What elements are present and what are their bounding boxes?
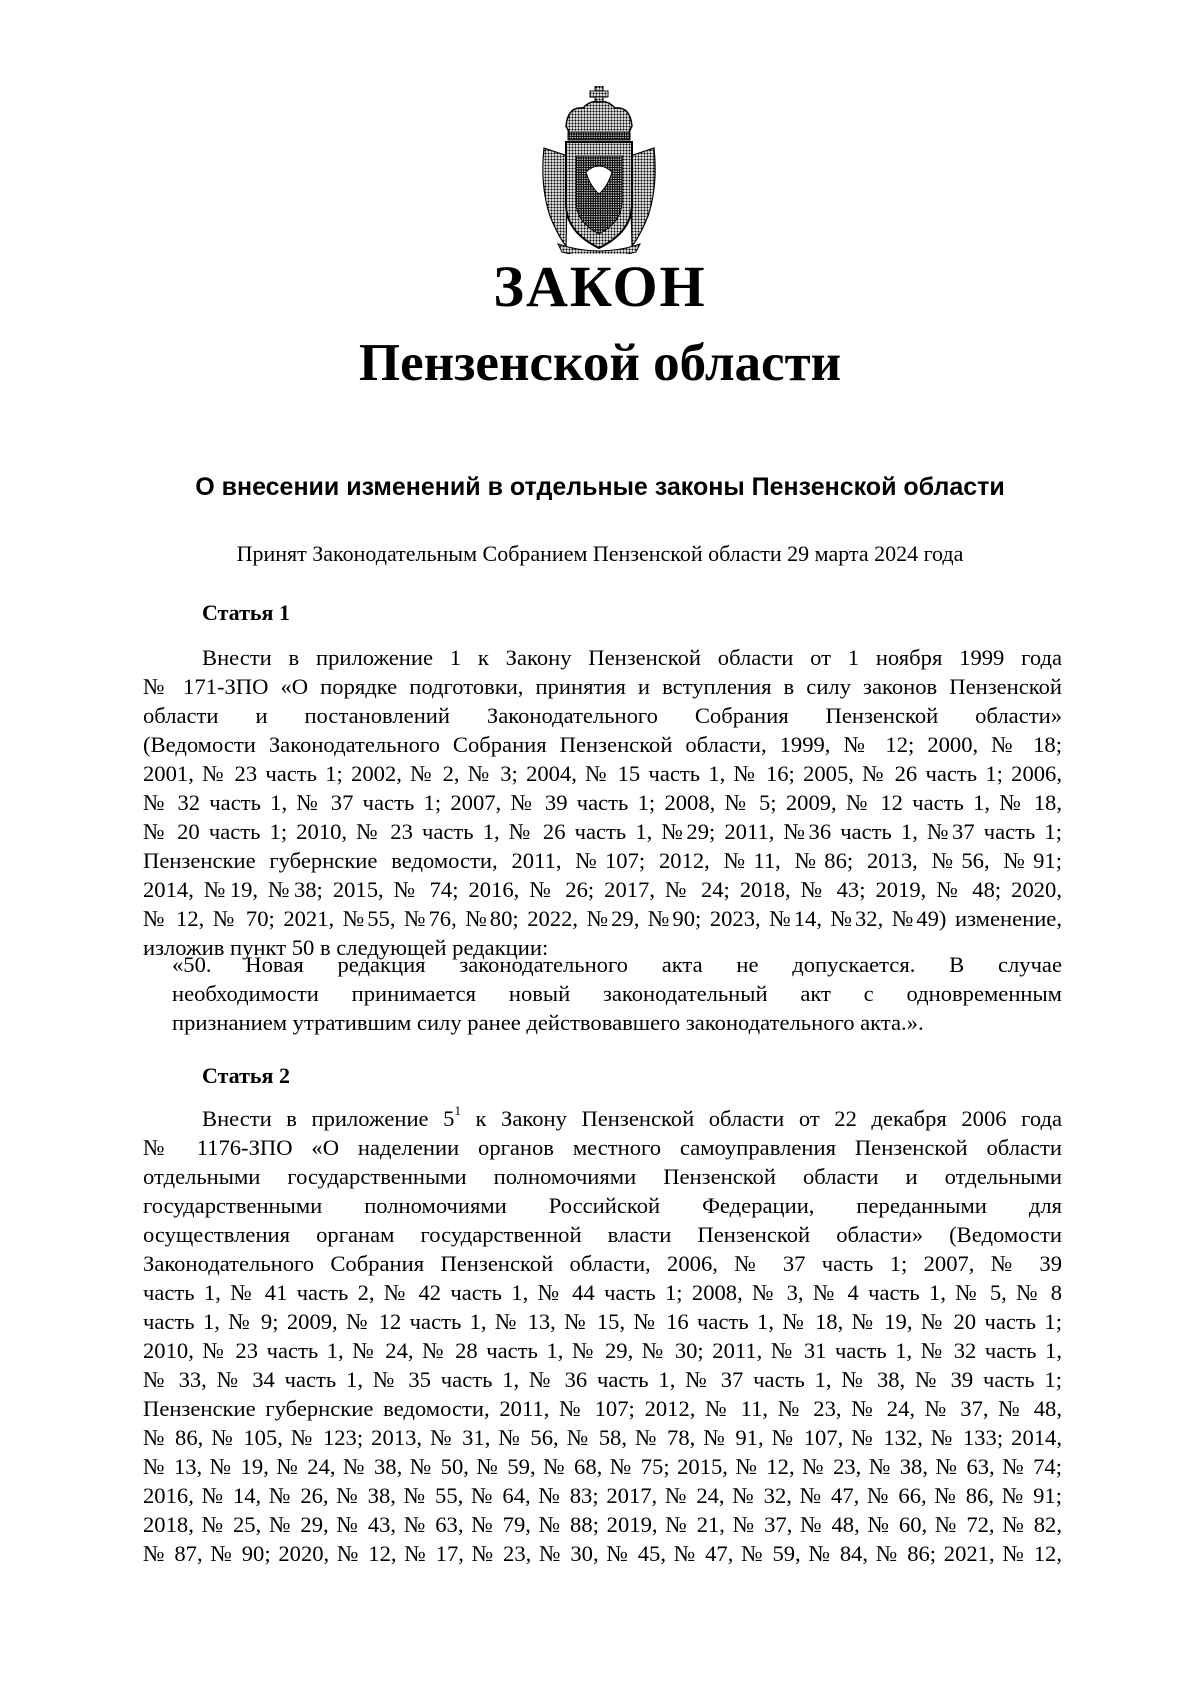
article-2-title: Статья 2	[202, 1063, 290, 1088]
article-1-line: № 171-ЗПО «О порядке подготовки, принятия и вступления в силу законов Пензенской	[143, 674, 1062, 699]
article-1-line: изложив пункт 50 в следующей редакции:	[143, 935, 549, 960]
article-2-line: часть 1, № 41 часть 2, № 42 часть 1, № 44 часть 1; 2008, № 3, № 4 часть 1, № 5, № 8	[143, 1280, 1062, 1305]
article-2-body	[143, 1104, 1062, 1568]
law-region: Пензенской области	[358, 334, 842, 392]
article-1-line: № 20 часть 1; 2010, № 23 часть 1, № 26 часть 1, №29; 2011, №36 часть 1, №37 часть 1;	[143, 819, 1062, 844]
law-title: ЗАКОН	[493, 254, 707, 319]
quote-line: «50. Новая редакция законодательного акта не допускается. В случае	[172, 952, 1062, 977]
article-1-title: Статья 1	[202, 600, 290, 625]
article-1-line: (Ведомости Законодательного Собрания Пензенской области, 1999, № 12; 2000, № 18;	[143, 732, 1062, 757]
article-1-line: Внести в приложение 1 к Закону Пензенской области от 1 ноября 1999 года	[202, 645, 1062, 670]
coat-of-arms-emblem	[538, 86, 660, 254]
article-1-line: Пензенские губернские ведомости, 2011, №107; 2012, №11, №86; 2013, №56, №91;	[143, 848, 1062, 873]
article-2-line: 2010, № 23 часть 1, № 24, № 28 часть 1, № 29, № 30; 2011, № 31 часть 1, № 32 часть 1,	[143, 1338, 1062, 1363]
article-1-line: области и постановлений Законодательного Собрания Пензенской области»	[143, 703, 1062, 728]
article-2-first-line-after: к Закону Пензенской области от 22 декабря 2006 года	[460, 1106, 1062, 1131]
article-2-line: отдельными государственными полномочиями Пензенской области и отдельными	[143, 1164, 1062, 1189]
article-2-line: 2018, № 25, № 29, № 43, № 63, № 79, № 88; 2019, № 21, № 37, № 48, № 60, № 72, № 82,	[143, 1512, 1062, 1537]
document-heading: О внесении изменений в отдельные законы Пензенской области	[195, 473, 1005, 501]
article-1-body	[143, 643, 1062, 962]
article-1-line: № 12, № 70; 2021, №55, №76, №80; 2022, №29, №90; 2023, №14, №32, №49) изменение,	[143, 906, 1062, 931]
article-2-first-line	[143, 1104, 1062, 1133]
article-2-line: № 1176-ЗПО «О наделении органов местного самоуправления Пензенской области	[143, 1135, 1062, 1160]
article-2-line: № 87, № 90; 2020, № 12, № 17, № 23, № 30, № 45, № 47, № 59, № 84, № 86; 2021, № 12,	[143, 1541, 1062, 1566]
article-2-first-line-before: Внести в приложение 5	[202, 1106, 455, 1131]
article-1-quote	[172, 950, 1062, 1037]
superscript-index: 1	[454, 1103, 461, 1119]
article-2-line: государственными полномочиями Российской Федерации, переданными для	[143, 1193, 1062, 1218]
article-2-line: № 33, № 34 часть 1, № 35 часть 1, № 36 часть 1, № 37 часть 1, № 38, № 39 часть 1;	[143, 1367, 1062, 1392]
quote-line: необходимости принимается новый законодательный акт с одновременным	[172, 981, 1062, 1006]
article-1-line: 2014, №19, №38; 2015, № 74; 2016, № 26; 2017, № 24; 2018, № 43; 2019, № 48; 2020,	[143, 877, 1062, 902]
article-1-line: № 32 часть 1, № 37 часть 1; 2007, № 39 часть 1; 2008, № 5; 2009, № 12 часть 1, № 18,	[143, 790, 1062, 815]
article-2-line: Законодательного Собрания Пензенской области, 2006, № 37 часть 1; 2007, № 39	[143, 1251, 1062, 1276]
adoption-note: Принят Законодательным Собранием Пензенской области 29 марта 2024 года	[236, 541, 964, 566]
article-2-line: № 86, № 105, № 123; 2013, № 31, № 56, № 58, № 78, № 91, № 107, № 132, № 133; 2014,	[143, 1425, 1062, 1450]
article-2-line: осуществления органам государственной власти Пензенской области» (Ведомости	[143, 1222, 1062, 1247]
article-1-line: 2001, № 23 часть 1; 2002, № 2, № 3; 2004, № 15 часть 1, № 16; 2005, № 26 часть 1; 2006,	[143, 761, 1062, 786]
quote-line: признанием утратившим силу ранее действовавшего законодательного акта.».	[172, 1010, 924, 1035]
article-2-line: часть 1, № 9; 2009, № 12 часть 1, № 13, № 15, № 16 часть 1, № 18, № 19, № 20 часть 1;	[143, 1309, 1062, 1334]
article-2-line: № 13, № 19, № 24, № 38, № 50, № 59, № 68, № 75; 2015, № 12, № 23, № 38, № 63, № 74;	[143, 1454, 1062, 1479]
article-2-line: 2016, № 14, № 26, № 38, № 55, № 64, № 83; 2017, № 24, № 32, № 47, № 66, № 86, № 91;	[143, 1483, 1062, 1508]
article-2-line: Пензенские губернские ведомости, 2011, № 107; 2012, № 11, № 23, № 24, № 37, № 48,	[143, 1396, 1062, 1421]
